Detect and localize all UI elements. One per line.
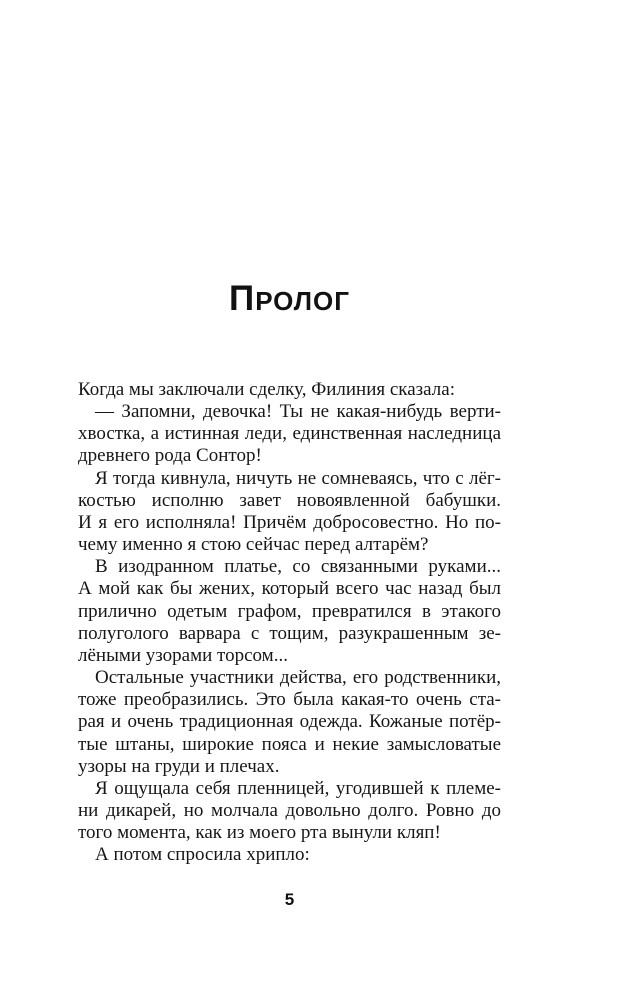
page-body (78, 379, 501, 866)
text-line: костью исполню завет новоявленной бабушки. (78, 489, 501, 511)
paragraph (78, 379, 501, 401)
text-line: того момента, как из моего рта вынули кляп! (78, 822, 441, 844)
text-line: прилично одетым графом, превратился в этакого (78, 600, 501, 622)
text-line: тые штаны, широкие пояса и некие замысловатые (78, 733, 501, 755)
text-line: узоры на груди и плечах. (78, 755, 280, 777)
paragraph (78, 401, 501, 467)
text-line: лёными узорами торсом... (78, 644, 288, 666)
text-line: хвостка, а истинная леди, единственная наследница (78, 423, 501, 445)
text-line: древнего рода Сонтор! (78, 445, 262, 467)
text-line: Я тогда кивнула, ничуть не сомневаясь, что с лёг- (95, 467, 501, 489)
text-line: Я ощущала себя пленницей, угодившей к племе- (95, 777, 501, 799)
text-line: Остальные участники действа, его родственники, (95, 667, 501, 689)
text-line: чему именно я стою сейчас перед алтарём? (78, 534, 429, 556)
text-line: Когда мы заключали сделку, Филиния сказала: (78, 379, 455, 400)
paragraph (78, 778, 501, 844)
text-line: И я его исполняла! Причём добросовестно. Но по- (78, 511, 501, 533)
text-line: А потом спросила хрипло: (95, 844, 310, 866)
chapter-title (78, 281, 501, 319)
chapter-title-rest: РОЛОГ (255, 286, 350, 316)
text-line: полуголого варвара с тощим, разукрашенным зе- (78, 622, 501, 644)
text-line: рая и очень традиционная одежда. Кожаные потёр- (78, 711, 501, 733)
chapter-title-initial: П (229, 279, 256, 318)
text-line: В изодранном платье, со связанными руками... (95, 556, 501, 578)
paragraph (78, 844, 501, 866)
text-line: — Запомни, девочка! Ты не какая-нибудь верти- (95, 401, 501, 423)
paragraph (78, 468, 501, 557)
paragraph (78, 667, 501, 778)
paragraph (78, 556, 501, 667)
text-line: тоже преобразились. Это была какая-то очень ста- (78, 689, 501, 711)
text-line: ни дикарей, но молчала довольно долго. Ровно до (78, 799, 501, 821)
page-number: 5 (284, 890, 295, 909)
text-line: А мой как бы жених, который всего час назад был (78, 578, 501, 600)
